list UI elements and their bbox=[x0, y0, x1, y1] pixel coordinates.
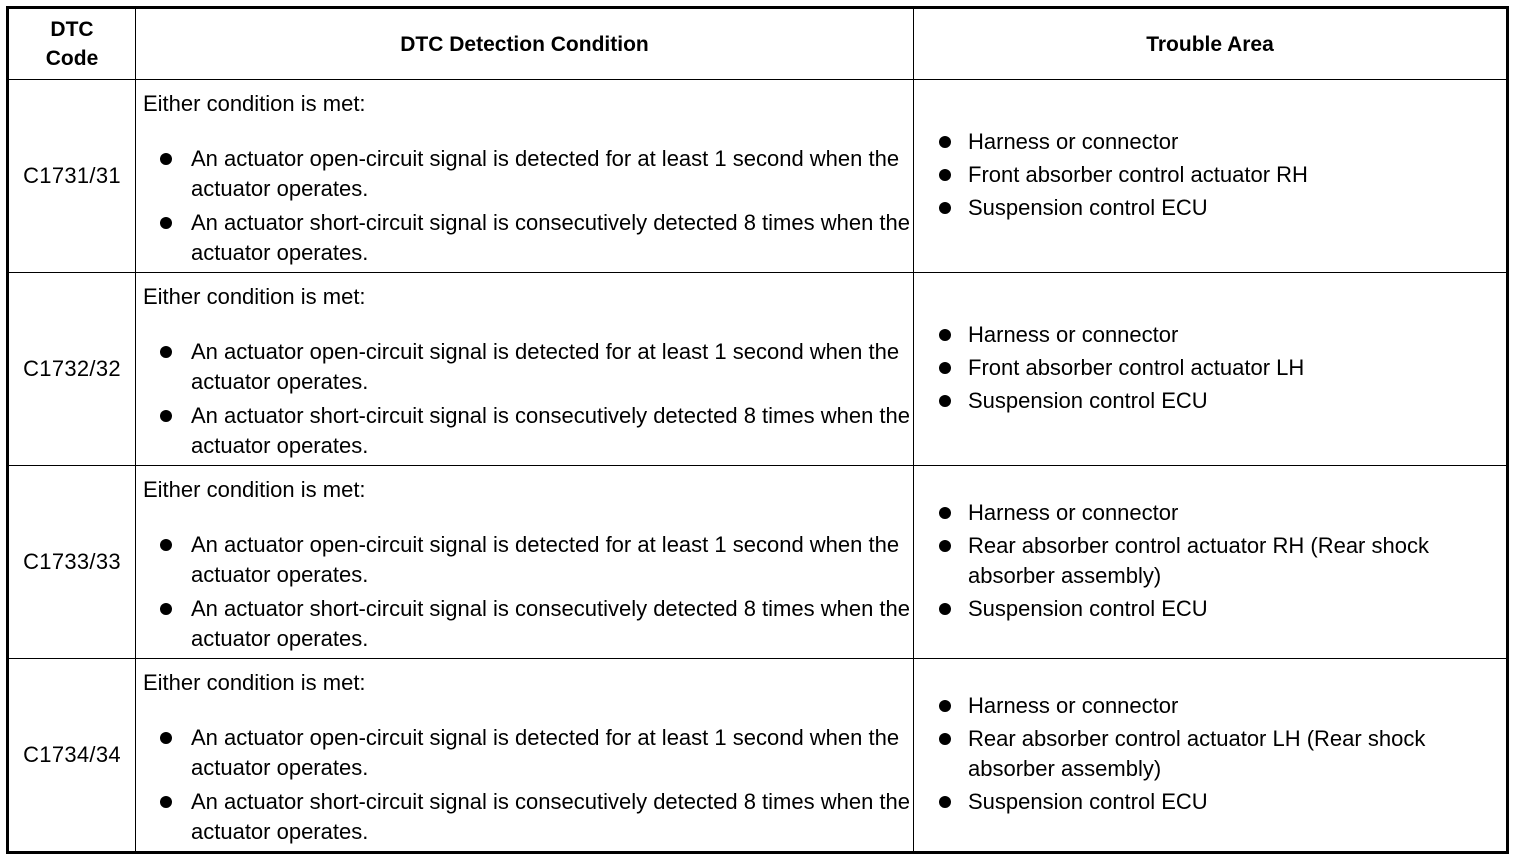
detection-condition-cell bbox=[136, 466, 914, 659]
trouble-area-item bbox=[914, 787, 1506, 817]
bullet-icon bbox=[160, 603, 172, 615]
bullet-icon bbox=[939, 603, 951, 615]
detection-condition-cell bbox=[136, 273, 914, 466]
trouble-area-text: Front absorber control actuator RH bbox=[968, 161, 1308, 187]
condition-item bbox=[136, 594, 913, 654]
trouble-area-text: Rear absorber control actuator LH (Rear shock absorber assembly) bbox=[968, 725, 1426, 781]
header-row bbox=[8, 8, 1508, 80]
condition-item bbox=[136, 401, 913, 461]
table-row bbox=[8, 466, 1508, 659]
bullet-icon bbox=[160, 796, 172, 808]
trouble-area-text: Suspension control ECU bbox=[968, 595, 1208, 621]
bullet-icon bbox=[939, 700, 951, 712]
trouble-area-text: Suspension control ECU bbox=[968, 788, 1208, 814]
condition-item bbox=[136, 208, 913, 268]
dtc-code-cell: C1731/31 bbox=[8, 80, 136, 273]
condition-item bbox=[136, 787, 913, 847]
trouble-area-item bbox=[914, 691, 1506, 721]
condition-text: An actuator open-circuit signal is detected for at least 1 second when the actuator operates. bbox=[191, 339, 900, 394]
dtc-table bbox=[6, 6, 1509, 854]
bullet-icon bbox=[939, 362, 951, 374]
trouble-area-text: Harness or connector bbox=[968, 499, 1179, 525]
bullet-icon bbox=[160, 153, 172, 165]
bullet-icon bbox=[939, 329, 951, 341]
trouble-area-cell bbox=[914, 273, 1508, 466]
trouble-area-text: Rear absorber control actuator RH (Rear shock absorber assembly) bbox=[968, 532, 1429, 588]
table-row bbox=[8, 273, 1508, 466]
trouble-area-text: Suspension control ECU bbox=[968, 194, 1208, 220]
table-row bbox=[8, 80, 1508, 273]
condition-list bbox=[136, 337, 913, 461]
dtc-code-cell: C1732/32 bbox=[8, 273, 136, 466]
dtc-code-cell: C1733/33 bbox=[8, 466, 136, 659]
trouble-area-cell bbox=[914, 659, 1508, 853]
bullet-icon bbox=[939, 136, 951, 148]
condition-item bbox=[136, 337, 913, 397]
trouble-area-list bbox=[914, 320, 1506, 416]
trouble-area-item bbox=[914, 127, 1506, 157]
condition-item bbox=[136, 144, 913, 204]
bullet-icon bbox=[939, 540, 951, 552]
trouble-area-cell bbox=[914, 466, 1508, 659]
trouble-area-text: Front absorber control actuator LH bbox=[968, 354, 1305, 380]
condition-list bbox=[136, 723, 913, 847]
trouble-area-cell bbox=[914, 80, 1508, 273]
condition-list bbox=[136, 530, 913, 654]
header-detection-condition: DTC Detection Condition bbox=[136, 8, 914, 80]
trouble-area-item bbox=[914, 386, 1506, 416]
trouble-area-item bbox=[914, 320, 1506, 350]
condition-text: An actuator open-circuit signal is detected for at least 1 second when the actuator operates. bbox=[191, 532, 900, 587]
condition-item bbox=[136, 723, 913, 783]
trouble-area-item bbox=[914, 160, 1506, 190]
condition-item bbox=[136, 530, 913, 590]
bullet-icon bbox=[160, 217, 172, 229]
table-row bbox=[8, 659, 1508, 853]
trouble-area-list bbox=[914, 691, 1506, 817]
bullet-icon bbox=[939, 733, 951, 745]
bullet-icon bbox=[160, 410, 172, 422]
trouble-area-item bbox=[914, 353, 1506, 383]
condition-intro: Either condition is met: bbox=[143, 477, 366, 502]
table-body bbox=[8, 80, 1508, 853]
condition-text: An actuator open-circuit signal is detected for at least 1 second when the actuator operates. bbox=[191, 146, 900, 201]
trouble-area-text: Harness or connector bbox=[968, 321, 1179, 347]
detection-condition-cell bbox=[136, 659, 914, 853]
condition-text: An actuator short-circuit signal is consecutively detected 8 times when the actuator operates. bbox=[191, 403, 911, 458]
bullet-icon bbox=[939, 169, 951, 181]
trouble-area-text: Suspension control ECU bbox=[968, 387, 1208, 413]
condition-text: An actuator short-circuit signal is consecutively detected 8 times when the actuator operates. bbox=[191, 789, 911, 844]
condition-list bbox=[136, 144, 913, 268]
trouble-area-text: Harness or connector bbox=[968, 692, 1179, 718]
condition-intro: Either condition is met: bbox=[143, 91, 366, 116]
bullet-icon bbox=[160, 346, 172, 358]
bullet-icon bbox=[160, 539, 172, 551]
condition-intro: Either condition is met: bbox=[143, 284, 366, 309]
header-trouble-area: Trouble Area bbox=[914, 8, 1508, 80]
trouble-area-item bbox=[914, 498, 1506, 528]
condition-text: An actuator open-circuit signal is detected for at least 1 second when the actuator operates. bbox=[191, 725, 900, 780]
condition-text: An actuator short-circuit signal is consecutively detected 8 times when the actuator operates. bbox=[191, 210, 911, 265]
header-dtc-code: DTC Code bbox=[8, 8, 136, 80]
condition-text: An actuator short-circuit signal is consecutively detected 8 times when the actuator operates. bbox=[191, 596, 911, 651]
condition-intro: Either condition is met: bbox=[143, 670, 366, 695]
trouble-area-list bbox=[914, 127, 1506, 223]
detection-condition-cell bbox=[136, 80, 914, 273]
trouble-area-item bbox=[914, 594, 1506, 624]
bullet-icon bbox=[939, 796, 951, 808]
trouble-area-item bbox=[914, 724, 1506, 784]
bullet-icon bbox=[939, 507, 951, 519]
dtc-code-cell: C1734/34 bbox=[8, 659, 136, 853]
trouble-area-item bbox=[914, 193, 1506, 223]
trouble-area-text: Harness or connector bbox=[968, 128, 1179, 154]
bullet-icon bbox=[939, 395, 951, 407]
trouble-area-list bbox=[914, 498, 1506, 624]
bullet-icon bbox=[939, 202, 951, 214]
bullet-icon bbox=[160, 732, 172, 744]
trouble-area-item bbox=[914, 531, 1506, 591]
